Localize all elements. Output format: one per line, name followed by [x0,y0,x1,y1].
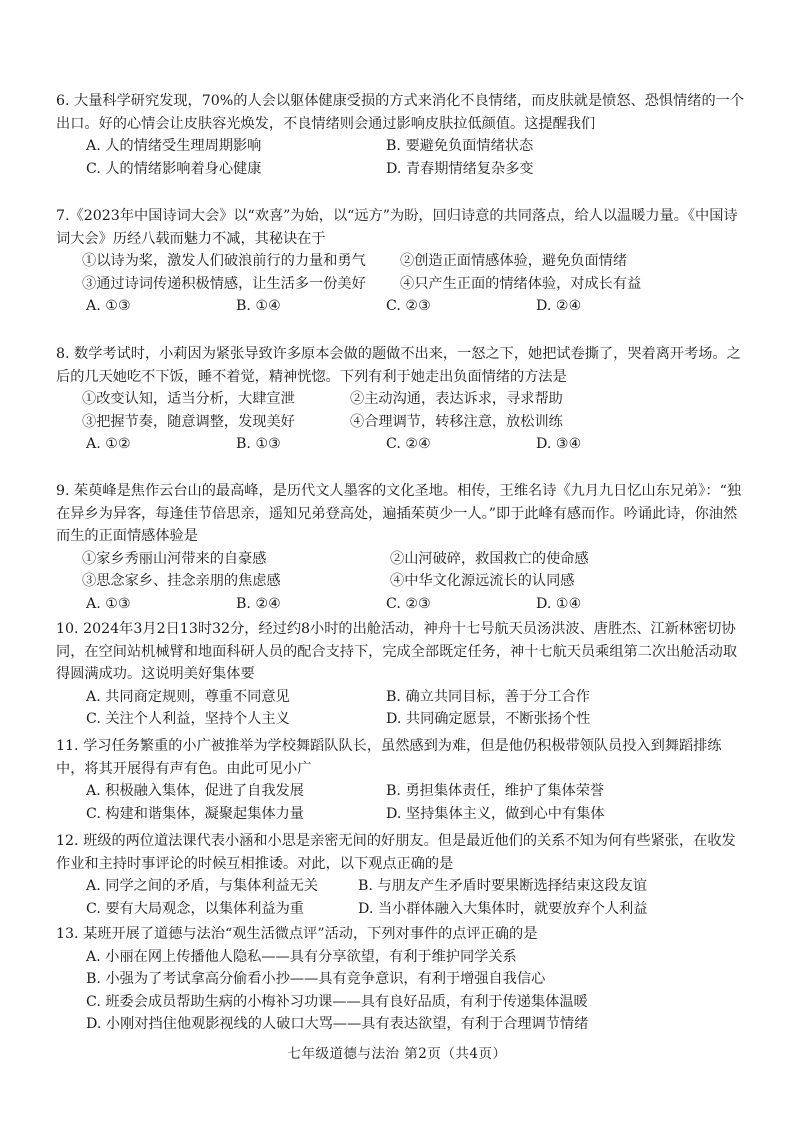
option-d: D. ②④ [536,298,582,315]
option-b: B. 与朋友产生矛盾时要果断选择结束这段友谊 [358,878,648,895]
question-11 [56,735,746,825]
options-grid [86,875,746,920]
option-a: A. 同学之间的矛盾，与集体利益无关 [86,878,319,895]
statements-grid [82,548,746,593]
question-stem: 12. 班级的两位道法课代表小涵和小思是亲密无间的好朋友。但是最近他们的关系不知为何有些紧张，在收发作业和主持时事评论的时候互相推诿。对此，以下观点正确的是 [56,833,736,872]
option-a: A. ①② [86,436,131,453]
option-b: B. ①③ [236,436,281,453]
option-a: A. 小丽在网上传播他人隐私——具有分享欲望，有利于维护同学关系 [86,948,517,965]
options-grid [86,593,746,616]
question-stem: 9. 茱萸峰是焦作云台山的最高峰，是历代文人墨客的文化圣地。相传，王维名诗《九月九日忆山东兄弟》：“独在异乡为异客，每逢佳节倍思亲，遥知兄弟登高处，遍插茱萸少一人。”即于此峰有感而作。吟诵此诗，你油然而生的正面情感体验是 [56,483,742,545]
options-grid [86,135,746,180]
option-d: D. 青春期情绪复杂多变 [386,160,534,177]
statements-grid [82,388,746,433]
option-b: B. ①④ [236,298,281,315]
option-a: A. 人的情绪受生理周期影响 [86,138,262,155]
option-d: D. 当小群体融入大集体时，就要放弃个人利益 [358,900,648,917]
statement-3: ③把握节奏，随意调整，发现美好 [82,413,295,430]
statement-2: ②主动沟通，表达诉求，寻求帮助 [350,391,563,408]
question-13 [56,923,746,1036]
statement-3: ③通过诗词传递积极情感，让生活多一份美好 [82,275,366,292]
question-10 [56,618,746,731]
question-stem: 6. 大量科学研究发现，70%的人会以躯体健康受损的方式来消化不良情绪，而皮肤就是愤怒、恐惧情绪的一个出口。好的心情会让皮肤容光焕发，不良情绪则会通过影响皮肤拉低颜值。这提醒我们 [56,93,745,132]
option-c: C. ②④ [386,436,431,453]
question-7 [56,205,746,318]
statement-1: ①家乡秀丽山河带来的自豪感 [82,550,267,567]
question-stem: 7.《2023年中国诗词大会》以“欢喜”为始，以“远方”为盼，回归诗意的共同落点，给人以温暖力量。《中国诗词大会》历经八载而魅力不减，其秘诀在于 [56,208,738,247]
option-d: D. ①④ [536,595,582,612]
statement-2: ②创造正面情感体验，避免负面情绪 [400,253,628,270]
option-a: A. 共同商定规则，尊重不同意见 [86,688,290,705]
option-b: B. 勇担集体责任，维护了集体荣誉 [386,783,605,800]
option-c: C. 人的情绪影响着身心健康 [86,160,262,177]
option-d: D. ③④ [536,436,582,453]
option-b: B. 要避免负面情绪状态 [386,138,534,155]
statement-3: ③思念家乡、挂念亲朋的焦虑感 [82,573,281,590]
option-a: A. 积极融入集体，促进了自我发展 [86,783,304,800]
option-b: B. 小强为了考试拿高分偷看小抄——具有竞争意识，有利于增强自我信心 [86,971,546,988]
option-a: A. ①③ [86,298,131,315]
statement-4: ④合理调节，转移注意，放松训练 [350,413,563,430]
statements-grid [82,250,746,295]
options-grid [86,433,746,456]
question-9 [56,480,746,616]
option-c: C. 班委会成员帮助生病的小梅补习功课——具有良好品质，有利于传递集体温暖 [86,993,588,1010]
statement-2: ②山河破碎，救国救亡的使命感 [390,550,589,567]
option-c: C. 构建和谐集体，凝聚起集体力量 [86,805,304,822]
statement-1: ①改变认知，适当分析，大肆宣泄 [82,391,295,408]
question-stem: 13. 某班开展了道德与法治“观生活微点评”活动，下列对事件的点评正确的是 [56,926,538,942]
option-a: A. ①③ [86,595,131,612]
option-c: C. 要有大局观念，以集体利益为重 [86,900,304,917]
question-12 [56,830,746,920]
option-c: C. ②③ [386,595,431,612]
question-stem: 10. 2024年3月2日13时32分，经过约8小时的出舱活动，神舟十七号航天员汤洪波、唐胜杰、江新林密切协同，在空间站机械臂和地面科研人员的配合支持下，完成全部既定任务，神十七航天员乘组第二次出舱活动取得圆满成功。这说明美好集体要 [56,621,738,683]
statement-4: ④中华文化源远流长的认同感 [390,573,575,590]
option-b: B. 确立共同目标，善于分工合作 [386,688,590,705]
options-grid [86,686,746,731]
option-d: D. 坚持集体主义，做到心中有集体 [386,805,605,822]
page-footer: 七年级道德与法治 第2页（共4页） [287,1046,507,1062]
question-stem: 11. 学习任务繁重的小广被推举为学校舞蹈队队长，虽然感到为难，但是他仍积极带领队员投入到舞蹈排练中，将其开展得有声有色。由此可见小广 [56,738,722,777]
statement-1: ①以诗为桨，激发人们破浪前行的力量和勇气 [82,253,366,270]
option-d: D. 小刚对挡住他观影视线的人破口大骂——具有表达欲望，有利于合理调节情绪 [86,1016,589,1033]
statement-4: ④只产生正面的情绪体验，对成长有益 [400,275,642,292]
option-c: C. 关注个人利益，坚持个人主义 [86,711,290,728]
question-8 [56,343,746,456]
option-b: B. ②④ [236,595,281,612]
question-6 [56,90,746,180]
option-c: C. ②③ [386,298,431,315]
options-list [86,946,746,1036]
options-grid [86,295,746,318]
options-grid [86,780,746,825]
question-stem: 8. 数学考试时，小莉因为紧张导致许多原本会做的题做不出来，一怒之下，她把试卷撕了，哭着离开考场。之后的几天她吃不下饭，睡不着觉，精神恍惚。下列有利于她走出负面情绪的方法是 [56,346,741,385]
option-d: D. 共同确定愿景，不断张扬个性 [386,711,591,728]
